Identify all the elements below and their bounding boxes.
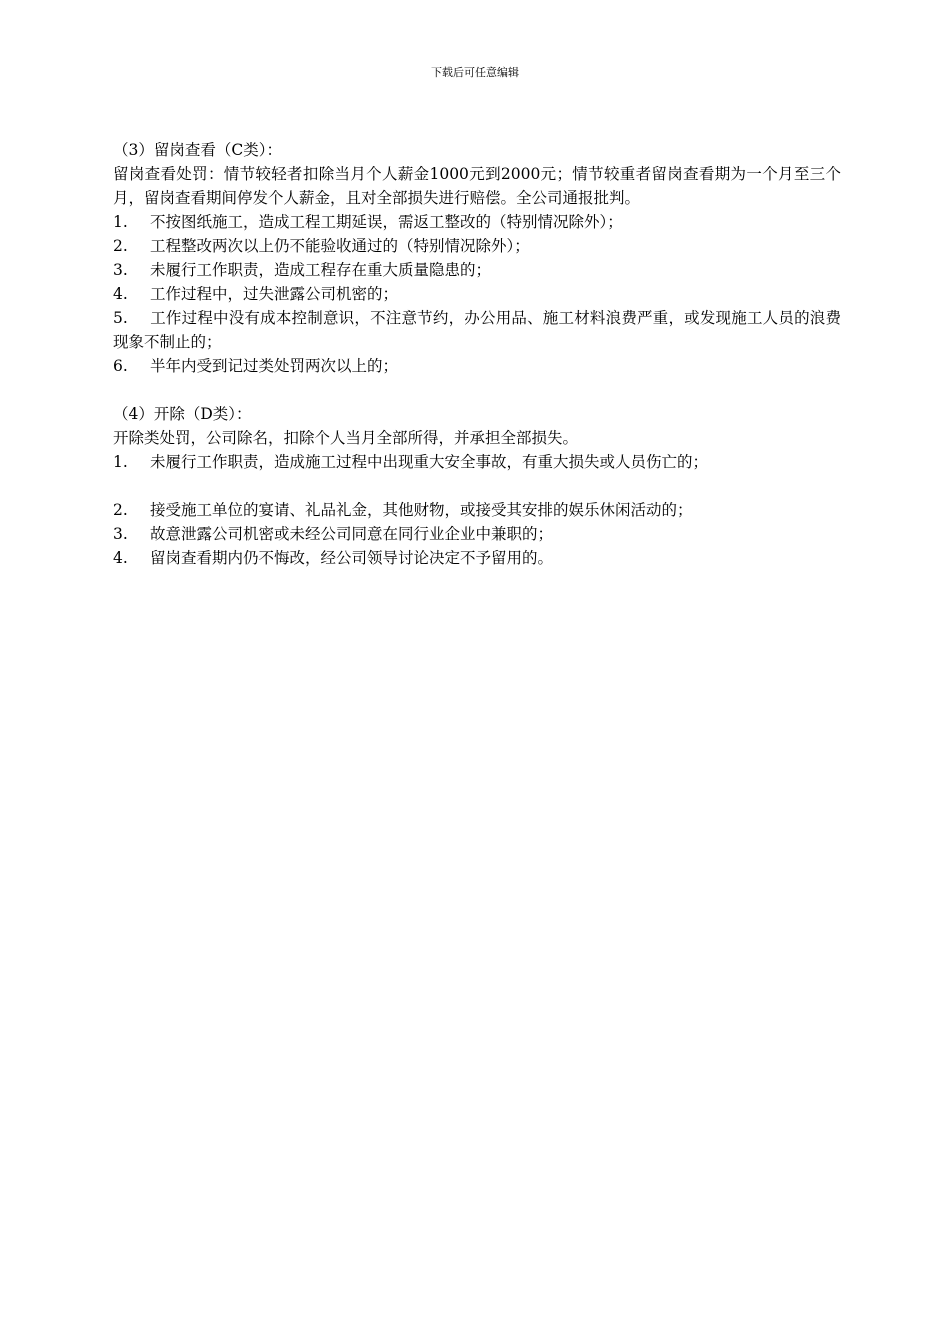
list-item [113,450,841,474]
list-item-text: 工作过程中，过失泄露公司机密的； [150,285,399,303]
section-d-list [113,450,841,570]
list-item [113,522,841,546]
list-item-text: 不按图纸施工，造成工程工期延误，需返工整改的（特别情况除外）； [150,213,623,231]
section-c-list [113,210,841,378]
list-item-text: 半年内受到记过类处罚两次以上的； [150,357,399,375]
spacer [113,378,841,402]
list-item-number: 3. [113,261,128,279]
section-c-intro: 留岗查看处罚：情节较轻者扣除当月个人薪金1000元到2000元；情节较重者留岗查看期为一个月至三个月，留岗查看期间停发个人薪金，且对全部损失进行赔偿。全公司通报批判。 [113,165,841,207]
list-item-number: 2. [113,237,128,255]
spacer [113,474,841,498]
list-item-number: 2. [113,501,128,519]
list-item-number: 1. [113,453,128,471]
list-item-text: 未履行工作职责，造成施工过程中出现重大安全事故，有重大损失或人员伤亡的； [150,453,709,471]
list-item [113,234,841,258]
section-d-heading: （4）开除（D类）： [113,405,252,423]
list-item-number: 5. [113,309,128,327]
list-item [113,498,841,522]
list-item [113,210,841,234]
list-item [113,354,841,378]
list-item-number: 6. [113,357,128,375]
list-item [113,546,841,570]
list-item-text: 未履行工作职责，造成工程存在重大质量隐患的； [150,261,492,279]
page-header: 下载后可任意编辑 [431,66,519,79]
list-item-text: 工程整改两次以上仍不能验收通过的（特别情况除外）； [150,237,530,255]
section-c-heading: （3）留岗查看（C类）： [113,141,282,159]
section-d-intro: 开除类处罚，公司除名，扣除个人当月全部所得，并承担全部损失。 [113,429,579,447]
list-item-number: 4. [113,549,128,567]
list-item-text: 接受施工单位的宴请、礼品礼金，其他财物，或接受其安排的娱乐休闲活动的； [150,501,693,519]
list-item-text: 工作过程中没有成本控制意识，不注意节约，办公用品、施工材料浪费严重，或发现施工人员的浪费现象不制止的； [113,309,841,351]
list-item-text: 留岗查看期内仍不悔改，经公司领导讨论决定不予留用的。 [150,549,554,567]
list-item-number: 4. [113,285,128,303]
list-item-text: 故意泄露公司机密或未经公司同意在同行业企业中兼职的； [150,525,554,543]
list-item-number: 3. [113,525,128,543]
list-item [113,282,841,306]
document-body [113,138,841,570]
list-item [113,258,841,282]
list-item [113,306,841,354]
list-item-number: 1. [113,213,128,231]
